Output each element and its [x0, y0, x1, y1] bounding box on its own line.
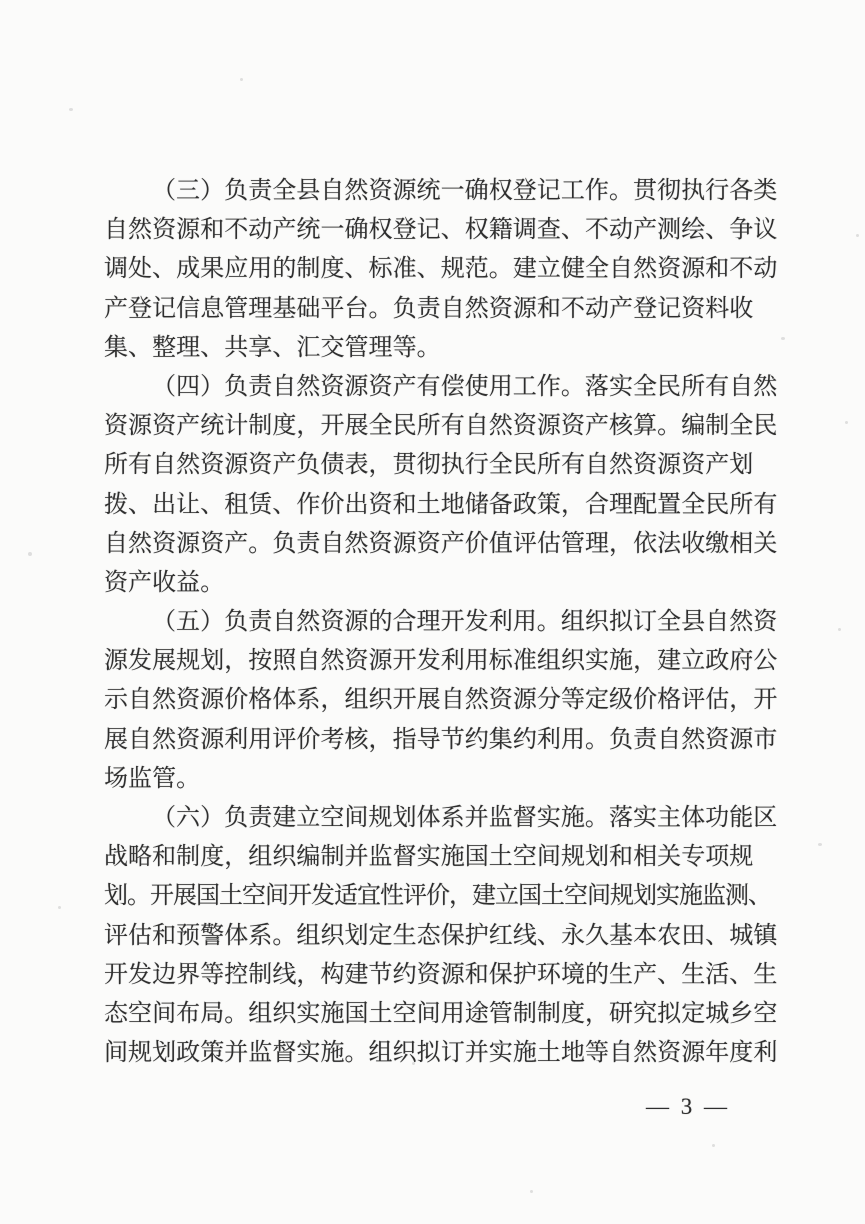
paragraph-item-6	[104, 799, 804, 1073]
scan-speckle	[856, 234, 859, 237]
document-line: 示自然资源价格体系，组织开展自然资源分等定级价格评估，开	[104, 687, 778, 714]
scan-speckle	[412, 1062, 415, 1065]
document-line: 资产收益。	[104, 569, 225, 596]
document-line: 评估和预警体系。组织划定生态保护红线、永久基本农田、城镇	[104, 922, 778, 949]
document-line: 集、整理、共享、汇交管理等。	[104, 334, 441, 361]
document-line: 调处、成果应用的制度、标准、规范。建立健全自然资源和不动	[104, 256, 778, 283]
document-line: 划。开展国土空间开发适宜性评价，建立国土空间规划实施监测、	[104, 883, 771, 910]
scan-speckle	[845, 421, 848, 424]
document-line: （三）负责全县自然资源统一确权登记工作。贯彻执行各类	[152, 178, 778, 204]
document-body	[104, 172, 804, 1073]
document-line: 所有自然资源资产负债表，贯彻执行全民所有自然资源资产划	[104, 452, 754, 479]
document-line: 源发展规划，按照自然资源开发利用标准组织实施，建立政府公	[104, 648, 778, 675]
document-line: （五）负责自然资源的合理开发利用。组织拟订全县自然资	[152, 609, 778, 636]
scan-speckle	[69, 108, 73, 111]
document-line: 自然资源资产。负责自然资源资产价值评估管理，依法收缴相关	[104, 530, 778, 557]
document-line: 态空间布局。组织实施国土空间用途管制制度，研究拟定城乡空	[104, 1000, 778, 1027]
document-line: 场监管。	[104, 765, 201, 792]
paragraph-item-5	[104, 603, 804, 799]
document-line: 资源资产统计制度，开展全民所有自然资源资产核算。编制全民	[104, 413, 778, 440]
scan-speckle	[240, 78, 243, 81]
document-line: 开发边界等控制线，构建节约资源和保护环境的生产、生活、生	[104, 961, 778, 988]
scan-speckle	[818, 843, 822, 846]
document-line: （六）负责建立空间规划体系并监督实施。落实主体功能区	[152, 805, 778, 831]
scan-speckle	[530, 1190, 533, 1193]
scan-speckle	[781, 337, 785, 340]
paragraph-item-4	[104, 368, 804, 603]
document-line: 自然资源和不动产统一确权登记、权籍调查、不动产测绘、争议	[104, 217, 778, 244]
document-line: 产登记信息管理基础平台。负责自然资源和不动产登记资料收	[104, 295, 754, 322]
scan-speckle	[712, 1144, 715, 1147]
page-number: — 3 —	[646, 1094, 730, 1119]
paragraph-item-3	[104, 172, 804, 368]
scan-speckle	[28, 552, 32, 556]
document-line: 战略和制度，组织编制并监督实施国土空间规划和相关专项规	[104, 844, 754, 871]
scan-speckle	[58, 906, 61, 909]
document-line: 拨、出让、租赁、作价出资和土地储备政策，合理配置全民所有	[104, 491, 778, 518]
document-line: 间规划政策并监督实施。组织拟订并实施土地等自然资源年度利	[104, 1040, 778, 1067]
document-line: 展自然资源利用评价考核，指导节约集约利用。负责自然资源市	[104, 726, 778, 753]
scan-speckle	[838, 628, 841, 631]
document-line: （四）负责自然资源资产有偿使用工作。落实全民所有自然	[152, 373, 778, 400]
